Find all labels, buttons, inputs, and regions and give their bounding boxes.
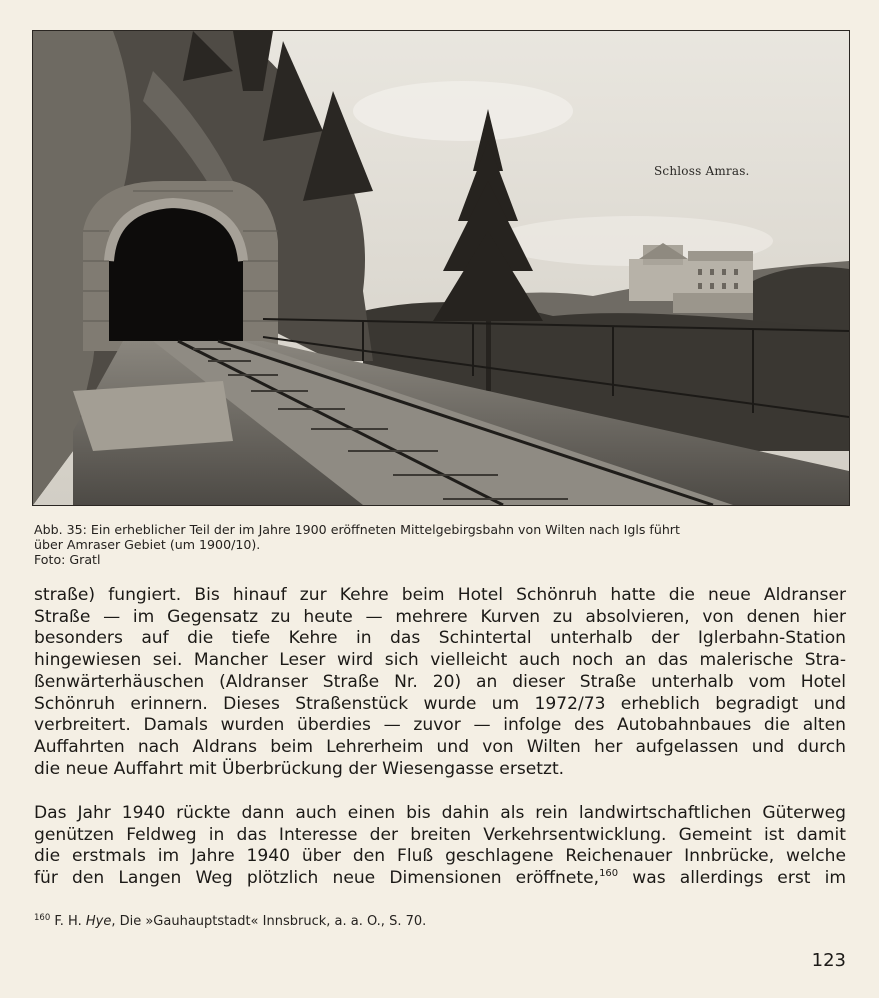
footnote: [34, 914, 846, 929]
page-number: 123: [811, 950, 846, 971]
footnote-author-surname: Hye: [85, 914, 112, 929]
text-segment: was allerdings erst im: [618, 868, 846, 889]
text-line: hingewiesen sei. Mancher Leser wird sich vielleicht auch noch an das malerische Stra-: [34, 650, 846, 671]
paragraph-1: [34, 585, 846, 780]
railway-tunnel-image: [33, 31, 849, 505]
tunnel-portal-shape: [83, 181, 278, 351]
text-line: straße) fungiert. Bis hinauf zur Kehre beim Hotel Schönruh hatte die neue Aldranser: [34, 585, 846, 605]
figure-caption: [34, 522, 846, 567]
text-line: besonders auf die tiefe Kehre in das Schintertal unterhalb der Iglerbahn-Station: [34, 628, 846, 649]
caption-line: Abb. 35: Ein erheblicher Teil der im Jahre 1900 eröffneten Mittelgebirgsbahn von Wilten nach Igls führt: [34, 522, 680, 537]
text-line: verbreitert. Damals wurden überdies — zuvor — infolge des Autobahnbaues die alten: [34, 715, 846, 736]
caption-credit: Foto: Gratl: [34, 552, 101, 567]
paragraph-2: [34, 803, 846, 890]
footnote-number: 160: [34, 913, 51, 923]
footnote-reference[interactable]: 160: [599, 868, 619, 880]
text-line: ßenwärterhäuschen (Aldranser Straße Nr. 20) an dieser Straße unterhalb vom Hotel: [34, 671, 846, 692]
footnote-text: , Die »Gauhauptstadt« Innsbruck, a. a. O., S. 70.: [111, 914, 427, 929]
footnote-author-initials: F. H.: [54, 914, 82, 929]
text-line: Schönruh erinnern. Dieses Straßenstück wurde um 1972/73 erheblich begradigt und: [34, 693, 846, 714]
text-line: genützen Feldweg in das Interesse der breiten Verkehrsentwicklung. Gemeint ist damit: [34, 824, 846, 845]
caption-line: über Amraser Gebiet (um 1900/10).: [34, 537, 261, 552]
text-line: Auffahrten nach Aldrans beim Lehrerheim und von Wilten her aufgelassen und durch: [34, 736, 846, 757]
text-line: Straße — im Gegensatz zu heute — mehrere Kurven zu absolvieren, von denen hier: [34, 606, 846, 627]
text-line: die neue Auffahrt mit Überbrückung der Wiesengasse ersetzt.: [34, 758, 565, 779]
text-line-with-footnote: [34, 868, 846, 890]
text-line: die erstmals im Jahre 1940 über den Fluß geschlagene Reichenauer Innbrücke, welche: [34, 846, 846, 867]
historical-photo: [32, 30, 850, 506]
text-line: Das Jahr 1940 rückte dann auch einen bis dahin als rein landwirtschaftlichen Güterweg: [34, 803, 846, 823]
text-segment: für den Langen Weg plötzlich neue Dimensionen eröffnete,: [34, 868, 600, 889]
photo-label-castle: Schloss Amras.: [654, 164, 750, 178]
